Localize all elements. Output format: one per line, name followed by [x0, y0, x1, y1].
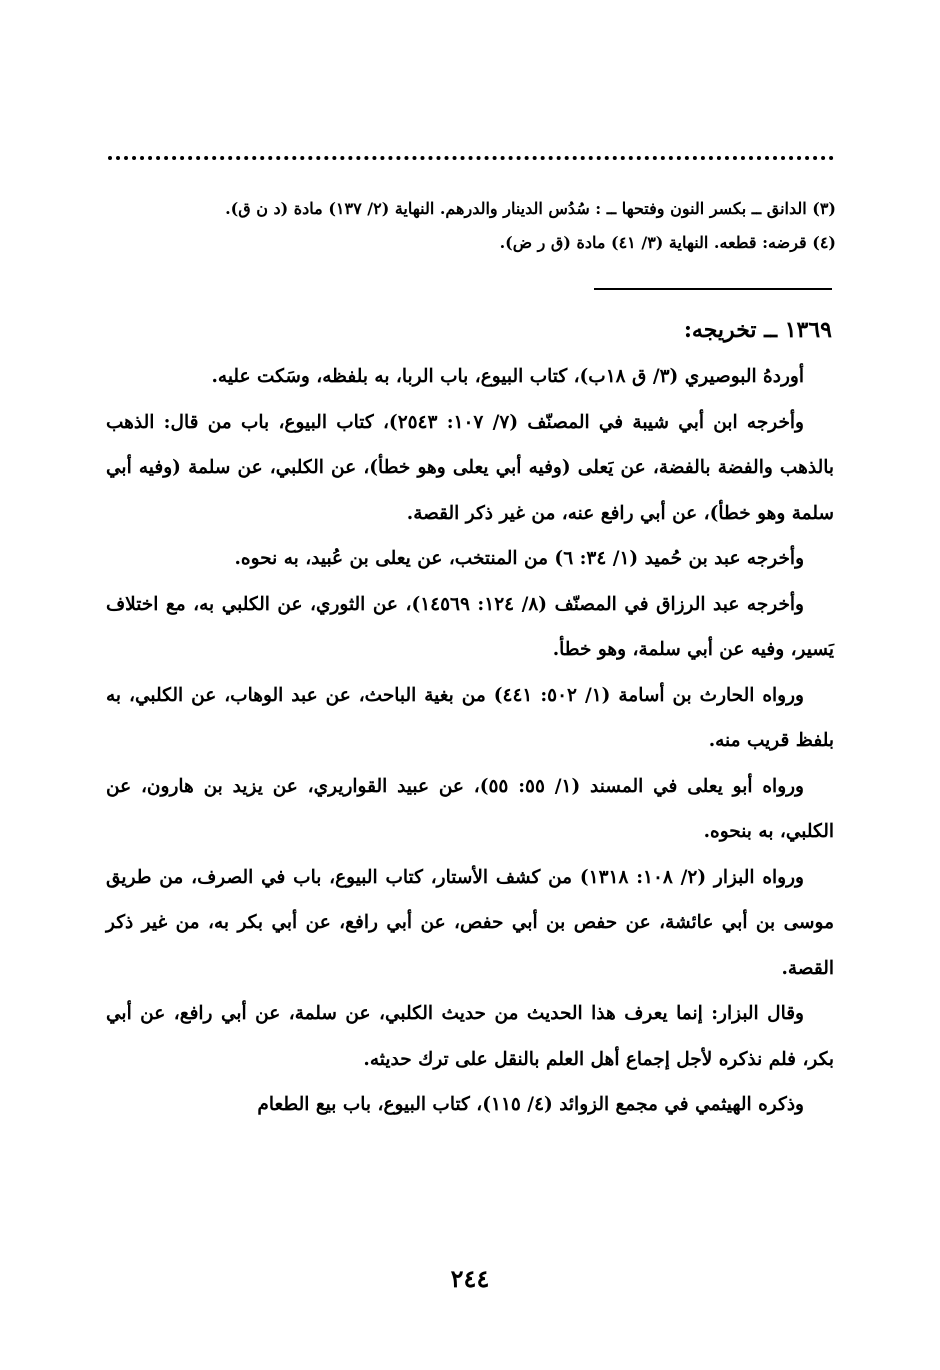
paragraph: ورواه البزار (٢/ ١٠٨: ١٣١٨) من كشف الأستار، كتاب البيوع، باب في الصرف، من طريق موسى بن أبي عائشة، عن حفص بن أبي حفص، عن أبي رافع، عن أبي بكر به، من غير ذكر القصة. [106, 866, 834, 979]
dotted-separator [108, 148, 834, 160]
paragraph: أوردهُ البوصيري (٣/ ق ١٨ب)، كتاب البيوع، باب الربا، به بلفظه، وسَكت عليه. [211, 366, 804, 387]
paragraph: ورواه الحارث بن أسامة (١/ ٥٠٢: ٤٤١) من بغية الباحث، عن عبد الوهاب، عن الكلبي، به بلفظ قريب منه. [106, 684, 834, 751]
footnote-3: (٣) الدانق ــ بكسر النون وفتحها ــ : سُدُس الدينار والدرهم. النهاية (٢/ ١٣٧) مادة (د ن ق). [225, 199, 836, 218]
paragraph: وأخرجه عبد الرزاق في المصنّف (٨/ ١٢٤: ١٤٥٦٩)، عن الثوري، عن الكلبي به، مع اختلاف يَسير، وفيه عن أبي سلمة، وهو خطأ. [106, 593, 834, 660]
section-heading: ١٣٦٩ ــ تخريجه: [683, 317, 832, 343]
page-number: ٢٤٤ [450, 1264, 490, 1293]
footnote-4: (٤) قرضه: قطعه. النهاية (٣/ ٤١) مادة (ق ر ض). [499, 233, 836, 252]
paragraph: ورواه أبو يعلى في المسند (١/ ٥٥: ٥٥)، عن عبيد القواريري، عن يزيد بن هارون، عن الكلبي، به بنحوه. [106, 775, 834, 842]
paragraph: وذكره الهيثمي في مجمع الزوائد (٤/ ١١٥)، كتاب البيوع، باب بيع الطعام [257, 1094, 804, 1115]
footnotes [106, 192, 836, 260]
section-rule [594, 288, 832, 290]
paragraph: وأخرجه ابن أبي شيبة في المصنّف (٧/ ١٠٧: ٢٥٤٣)، كتاب البيوع، باب من قال: الذهب بالذهب والفضة بالفضة، عن يَعلى (وفيه أبي يعلى وهو خطأ)، عن الكلبي، عن سلمة (وفيه أبي سلمة وهو خطأ)، عن أبي رافع عنه، من غير ذكر القصة. [106, 411, 834, 524]
paragraph: وأخرجه عبد بن حُميد (١/ ٣٤: ٦) من المنتخب، عن يعلى بن عُبيد، به نحوه. [234, 548, 804, 569]
body-text [106, 354, 834, 1128]
paragraph: وقال البزار: إنما يعرف هذا الحديث من حديث الكلبي، عن سلمة، عن أبي رافع، عن أبي بكر، فلم نذكره لأجل إجماع أهل العلم بالنقل على ترك حديثه. [106, 1003, 834, 1070]
